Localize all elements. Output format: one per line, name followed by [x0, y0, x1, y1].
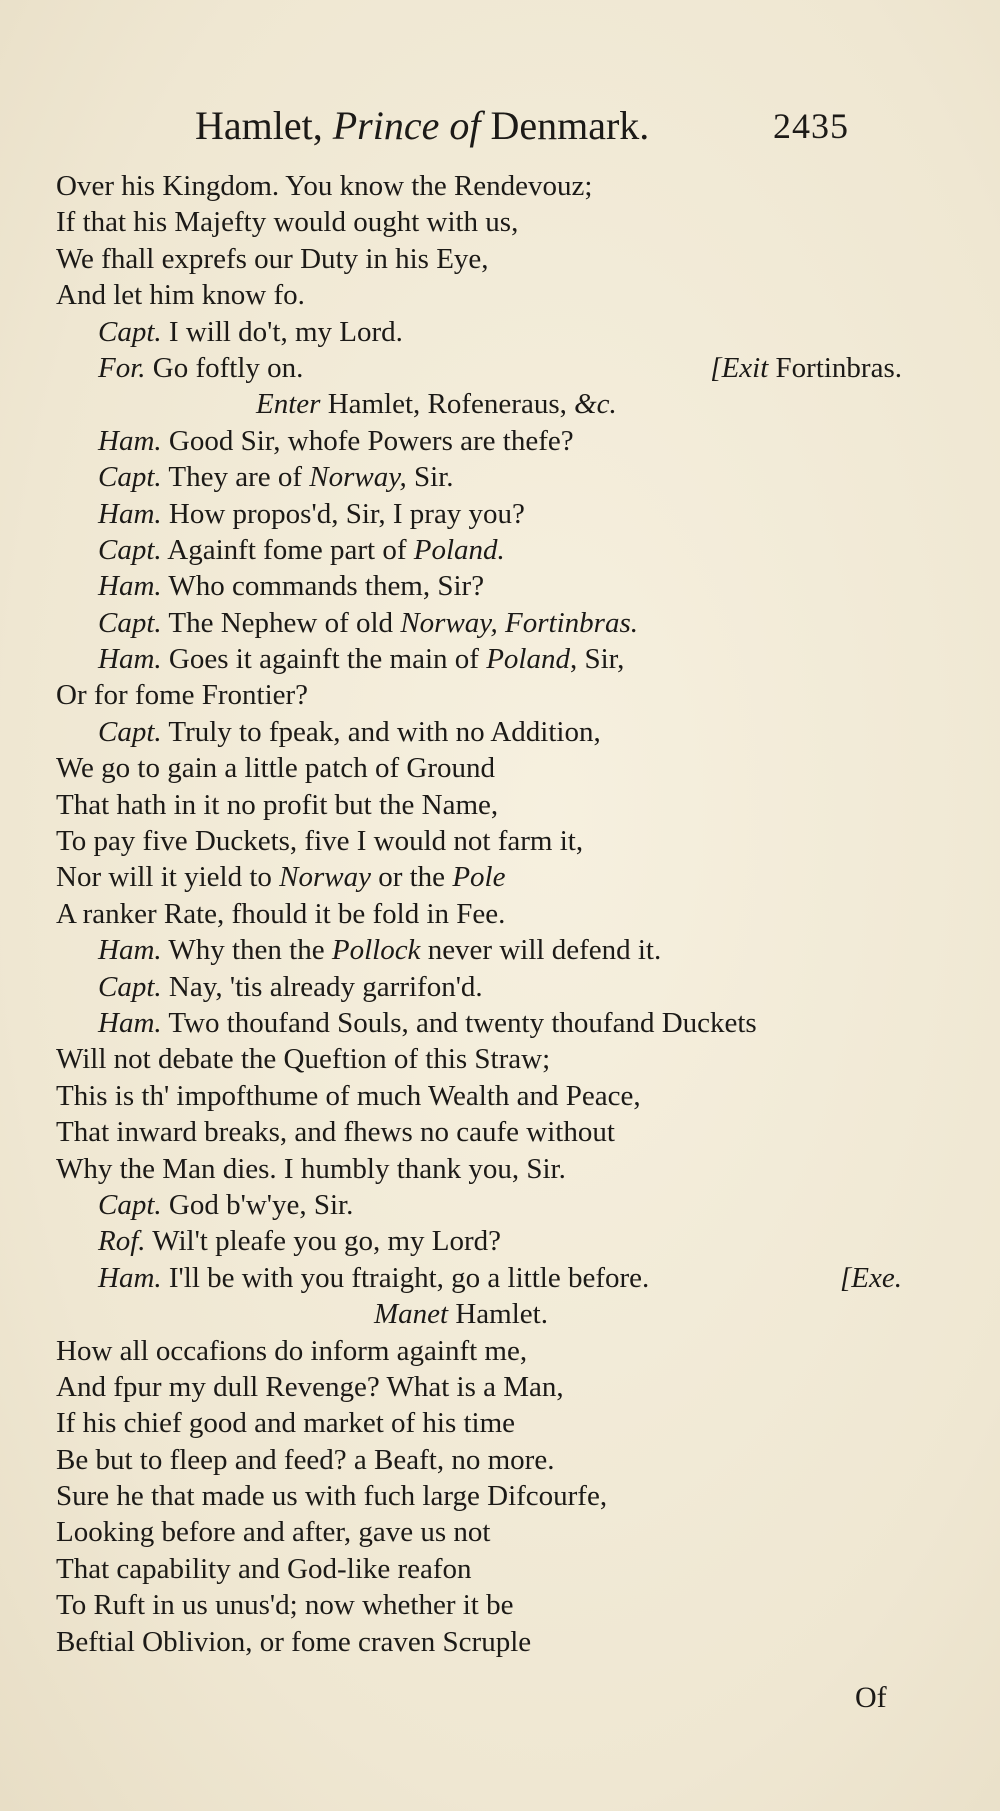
line-text: Go foftly on. — [145, 351, 304, 384]
text-line — [56, 1442, 916, 1478]
line-text: I'll be with you ftraight, go a little before. — [161, 1261, 650, 1294]
speaker-prefix: Ham. — [98, 1261, 162, 1294]
speaker-prefix: Capt. — [98, 970, 162, 1003]
line-text: Or for fome Frontier? — [56, 679, 309, 712]
text-line — [56, 1041, 916, 1077]
exit-character: Fortinbras. — [768, 351, 902, 384]
line-text: To pay five Duckets, five I would not farm it, — [56, 825, 584, 858]
line-text: We fhall exprefs our Duty in his Eye, — [56, 242, 489, 275]
text-line — [56, 1005, 916, 1041]
line-text: never will defend it. — [420, 934, 662, 967]
speaker-prefix: Capt. — [98, 1188, 162, 1221]
catchword: Of — [855, 1681, 887, 1714]
line-text: Who commands them, Sir? — [161, 570, 485, 603]
line-text: If his chief good and market of his time — [56, 1407, 516, 1440]
running-header — [195, 96, 915, 156]
header-title-hamlet: Hamlet, — [195, 103, 333, 148]
text-line — [56, 168, 916, 204]
text-line — [56, 1260, 916, 1296]
text-line — [56, 677, 916, 713]
line-text: , Sir, — [569, 643, 625, 676]
text-line — [56, 459, 916, 495]
line-text: Againft fome part of — [161, 533, 414, 566]
text-line — [56, 787, 916, 823]
line-text: We go to gain a little patch of Ground — [56, 752, 495, 785]
line-text: And fpur my dull Revenge? What is a Man, — [56, 1370, 564, 1403]
line-text: They are of — [161, 461, 310, 494]
speaker-prefix: Ham. — [98, 643, 162, 676]
speaker-prefix: Ham. — [98, 934, 162, 967]
line-text: That hath in it no profit but the Name, — [56, 788, 499, 821]
line-text: Goes it againft the main of — [161, 643, 487, 676]
speaker-prefix: Rof. — [98, 1225, 146, 1258]
line-text: Nay, 'tis already garrifon'd. — [161, 970, 483, 1003]
text-line — [56, 1514, 916, 1550]
text-line — [56, 1333, 916, 1369]
text-line — [56, 1151, 916, 1187]
text-line — [56, 896, 916, 932]
text-line — [56, 532, 916, 568]
line-text-italic: Norway, Fortinbras. — [400, 606, 638, 639]
line-text: Looking before and after, gave us not — [56, 1516, 491, 1549]
text-line — [56, 241, 916, 277]
exit-label: [Exe. — [840, 1261, 902, 1294]
text-line — [56, 932, 916, 968]
text-line — [56, 1624, 916, 1660]
line-text: Why the Man dies. I humbly thank you, Sir. — [56, 1152, 566, 1185]
exit-stage-direction — [710, 350, 902, 386]
text-line — [56, 204, 916, 240]
header-title-denmark: Denmark. — [480, 103, 650, 148]
speaker-prefix: Capt. — [98, 461, 162, 494]
speaker-prefix: Capt. — [98, 533, 162, 566]
line-text: Truly to fpeak, and with no Addition, — [161, 715, 601, 748]
text-line — [56, 1187, 916, 1223]
text-line — [56, 750, 916, 786]
stage-direction-italic: Enter — [256, 388, 321, 421]
text-line — [56, 1587, 916, 1623]
speaker-prefix: Capt. — [98, 606, 162, 639]
text-line — [56, 605, 916, 641]
play-text — [56, 168, 916, 1660]
line-text: How propos'd, Sir, I pray you? — [161, 497, 525, 530]
line-text: That capability and God-like reafon — [56, 1552, 472, 1585]
text-line — [56, 1551, 916, 1587]
line-text: I will do't, my Lord. — [161, 315, 403, 348]
text-line — [56, 423, 916, 459]
exit-stage-direction — [840, 1260, 902, 1296]
line-text-italic: Poland — [486, 643, 570, 676]
page-number: 2435 — [773, 106, 849, 146]
text-line — [56, 1296, 916, 1332]
line-text-italic: Pole — [452, 861, 506, 894]
stage-direction-text: Hamlet. — [448, 1298, 548, 1331]
line-text: Beftial Oblivion, or fome craven Scruple — [56, 1625, 532, 1658]
speaker-prefix: Ham. — [98, 497, 162, 530]
stage-direction-text: Hamlet, Rofeneraus, — [320, 388, 575, 421]
line-text-italic: Norway, — [309, 461, 407, 494]
text-line — [56, 386, 916, 422]
line-text: Over his Kingdom. You know the Rendevouz; — [56, 170, 593, 202]
line-text: Sir. — [406, 461, 454, 494]
line-text: Good Sir, whofe Powers are thefe? — [161, 424, 574, 457]
line-text: A ranker Rate, fhould it be fold in Fee. — [56, 897, 506, 930]
line-text: Two thoufand Souls, and twenty thoufand Duckets — [161, 1006, 757, 1039]
text-line — [56, 969, 916, 1005]
line-text: Wil't pleafe you go, my Lord? — [145, 1225, 501, 1258]
speaker-prefix: Ham. — [98, 1006, 162, 1039]
exit-label: [Exit — [710, 351, 769, 384]
stage-direction-italic: &c. — [574, 388, 617, 421]
text-line — [56, 823, 916, 859]
speaker-prefix: For. — [98, 351, 146, 384]
text-line — [56, 714, 916, 750]
line-text: And let him know fo. — [56, 279, 305, 312]
speaker-prefix: Ham. — [98, 424, 162, 457]
text-line — [56, 1369, 916, 1405]
text-line — [56, 1405, 916, 1441]
stage-direction-italic: Manet — [374, 1298, 449, 1331]
line-text: Nor will it yield to — [56, 861, 280, 894]
line-text: How all occafions do inform againft me, — [56, 1334, 528, 1367]
line-text: To Ruft in us unus'd; now whether it be — [56, 1589, 514, 1622]
line-text: Will not debate the Queftion of this Straw; — [56, 1043, 551, 1076]
text-line — [56, 641, 916, 677]
text-line — [56, 350, 916, 386]
line-text-italic: Norway — [279, 861, 371, 894]
text-line — [56, 859, 916, 895]
text-line — [56, 277, 916, 313]
line-text: Why then the — [161, 934, 332, 967]
header-title-prince-of: Prince of — [332, 103, 481, 148]
text-line — [56, 1223, 916, 1259]
line-text: That inward breaks, and fhews no caufe without — [56, 1116, 615, 1149]
line-text: Sure he that made us with fuch large Difcourfe, — [56, 1480, 608, 1513]
line-text: Be but to fleep and feed? a Beaft, no more. — [56, 1443, 555, 1476]
line-text-italic: Pollock — [331, 934, 421, 967]
text-line — [56, 1478, 916, 1514]
text-line — [56, 496, 916, 532]
line-text: The Nephew of old — [161, 606, 401, 639]
speaker-prefix: Capt. — [98, 715, 162, 748]
text-line — [56, 1114, 916, 1150]
line-text-italic: Poland. — [413, 533, 505, 566]
line-text: This is th' impofthume of much Wealth and Peace, — [56, 1079, 641, 1112]
line-text: God b'w'ye, Sir. — [161, 1188, 354, 1221]
text-line — [56, 568, 916, 604]
text-line — [56, 1078, 916, 1114]
speaker-prefix: Capt. — [98, 315, 162, 348]
text-line — [56, 314, 916, 350]
speaker-prefix: Ham. — [98, 570, 162, 603]
line-text: If that his Majefty would ought with us, — [56, 206, 519, 239]
line-text: or the — [370, 861, 453, 894]
